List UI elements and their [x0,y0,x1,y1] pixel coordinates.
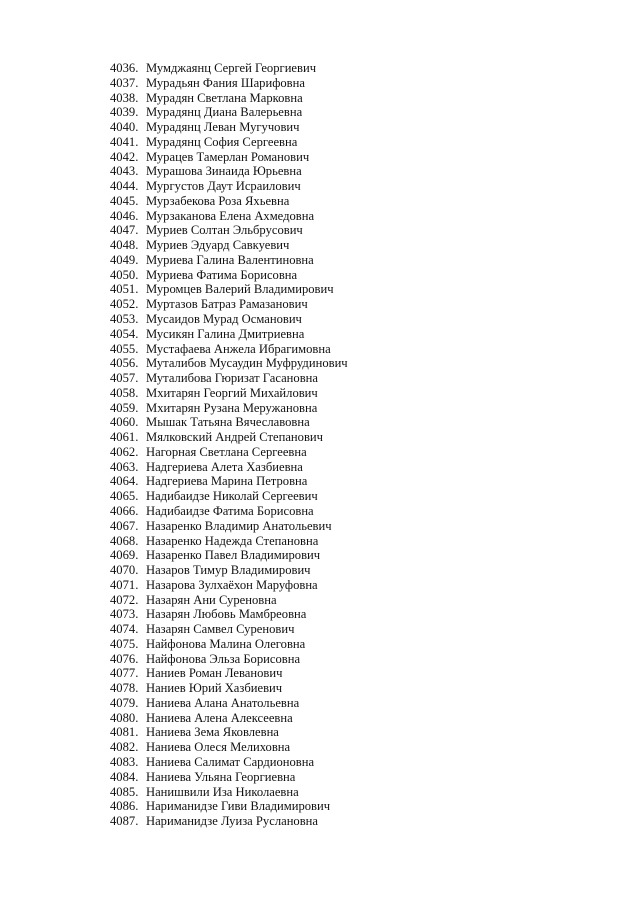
list-item [110,120,348,135]
list-item [110,725,348,740]
entry-full-name: Надибаидзе Фатима Борисовна [146,503,314,518]
entry-full-name: Надгериева Алета Хазбиевна [146,459,303,474]
entry-full-name: Наниева Алена Алексеевна [146,710,293,725]
list-item [110,297,348,312]
list-item [110,415,348,430]
entry-full-name: Нагорная Светлана Сергеевна [146,444,307,459]
entry-full-name: Найфонова Эльза Борисовна [146,651,301,666]
entry-number: 4042. [110,149,139,164]
list-item [110,253,348,268]
entry-full-name: Мустафаева Анжела Ибрагимовна [146,341,331,356]
list-item [110,209,348,224]
list-item [110,460,348,475]
list-item [110,356,348,371]
entry-number: 4064. [110,474,139,489]
entry-full-name: Назарян Самвел Суренович [146,622,295,637]
list-item [110,430,348,445]
entry-full-name: Мурадянц София Сергеевна [146,134,298,149]
entry-number: 4078. [110,681,139,696]
entry-number: 4063. [110,459,139,474]
list-item [110,91,348,106]
entry-number: 4059. [110,400,139,415]
entry-number: 4082. [110,740,139,755]
entry-full-name: Наниева Салимат Сардионовна [146,754,315,769]
list-item [110,489,348,504]
entry-number: 4074. [110,622,139,637]
list-item [110,61,348,76]
entry-number: 4083. [110,754,139,769]
list-item [110,342,348,357]
entry-number: 4066. [110,503,139,518]
entry-full-name: Мурадян Светлана Марковна [146,90,303,105]
entry-number: 4068. [110,533,139,548]
entry-full-name: Мурзаканова Елена Ахмедовна [146,208,315,223]
list-item [110,652,348,667]
entry-number: 4055. [110,341,139,356]
entry-full-name: Муталибова Гюризат Гасановна [146,371,318,386]
list-item [110,666,348,681]
list-item [110,238,348,253]
entry-full-name: Назаренко Надежда Степановна [146,533,319,548]
entry-full-name: Назарян Ани Суреновна [146,592,277,607]
list-item [110,519,348,534]
entry-number: 4048. [110,238,139,253]
entry-full-name: Мурашова Зинаида Юрьевна [146,164,302,179]
entry-full-name: Муриева Галина Валентиновна [146,252,314,267]
entry-full-name: Мусикян Галина Дмитриевна [146,326,305,341]
entry-full-name: Надибаидзе Николай Сергеевич [146,489,318,504]
entry-full-name: Мурацев Тамерлан Романович [146,149,310,164]
entry-number: 4058. [110,385,139,400]
entry-number: 4084. [110,769,139,784]
entry-number: 4049. [110,252,139,267]
list-item [110,371,348,386]
entry-full-name: Муртазов Батраз Рамазанович [146,297,308,312]
entry-full-name: Мумджаянц Сергей Георгиевич [146,61,317,75]
entry-number: 4070. [110,563,139,578]
list-item [110,474,348,489]
list-item [110,785,348,800]
entry-number: 4071. [110,577,139,592]
list-item [110,770,348,785]
entry-number: 4065. [110,489,139,504]
entry-number: 4047. [110,223,139,238]
entry-full-name: Мурадьян Фания Шарифовна [146,75,305,90]
list-item [110,150,348,165]
entry-full-name: Муриев Солтан Эльбрусович [146,223,303,238]
list-item [110,312,348,327]
entry-number: 4080. [110,710,139,725]
list-item [110,740,348,755]
entry-number: 4057. [110,371,139,386]
entry-number: 4087. [110,814,139,829]
entry-full-name: Мурзабекова Роза Яхьевна [146,193,290,208]
entry-full-name: Муталибов Мусаудин Муфрудинович [146,356,348,371]
entry-full-name: Мусаидов Мурад Османович [146,312,302,327]
list-item [110,755,348,770]
entry-full-name: Назаренко Владимир Анатольевич [146,518,332,533]
list-item [110,76,348,91]
list-item [110,282,348,297]
entry-number: 4045. [110,193,139,208]
list-item [110,607,348,622]
entry-number: 4060. [110,415,139,430]
entry-full-name: Назаров Тимур Владимирович [146,563,311,578]
entry-number: 4051. [110,282,139,297]
list-item [110,179,348,194]
entry-number: 4076. [110,651,139,666]
list-item [110,164,348,179]
entry-number: 4041. [110,134,139,149]
entry-full-name: Мышак Татьяна Вячеславовна [146,415,310,430]
entry-number: 4079. [110,695,139,710]
entry-number: 4043. [110,164,139,179]
entry-full-name: Муриев Эдуард Савкуевич [146,238,290,253]
entry-number: 4067. [110,518,139,533]
entry-number: 4075. [110,636,139,651]
entry-number: 4073. [110,607,139,622]
entry-number: 4037. [110,75,139,90]
entry-full-name: Муромцев Валерий Владимирович [146,282,334,297]
list-item [110,622,348,637]
entry-number: 4061. [110,430,139,445]
list-item [110,681,348,696]
entry-full-name: Наниева Ульяна Георгиевна [146,769,296,784]
list-item [110,578,348,593]
entry-full-name: Наниев Роман Леванович [146,666,283,681]
entry-full-name: Нариманидзе Гиви Владимирович [146,799,331,814]
entry-number: 4054. [110,326,139,341]
entry-number: 4052. [110,297,139,312]
entry-number: 4036. [110,61,139,75]
list-item [110,711,348,726]
entry-full-name: Мялковский Андрей Степанович [146,430,323,445]
entry-full-name: Назаренко Павел Владимирович [146,548,321,563]
list-item [110,593,348,608]
entry-full-name: Найфонова Малина Олеговна [146,636,306,651]
list-item [110,445,348,460]
entry-full-name: Мурадянц Диана Валерьевна [146,105,303,120]
list-item [110,799,348,814]
entry-full-name: Мхитарян Георгий Михайлович [146,385,318,400]
entry-number: 4081. [110,725,139,740]
list-item [110,268,348,283]
entry-full-name: Наниева Зема Яковлевна [146,725,279,740]
list-item [110,105,348,120]
entry-number: 4069. [110,548,139,563]
entry-number: 4062. [110,444,139,459]
entry-number: 4086. [110,799,139,814]
list-item [110,194,348,209]
list-item [110,223,348,238]
entry-full-name: Надгериева Марина Петровна [146,474,308,489]
entry-number: 4085. [110,784,139,799]
list-item [110,534,348,549]
list-item [110,637,348,652]
name-list [110,61,348,829]
entry-number: 4053. [110,312,139,327]
entry-number: 4046. [110,208,139,223]
entry-number: 4072. [110,592,139,607]
entry-number: 4039. [110,105,139,120]
entry-number: 4044. [110,179,139,194]
entry-full-name: Назарян Любовь Мамбреовна [146,607,307,622]
entry-full-name: Муриева Фатима Борисовна [146,267,298,282]
entry-number: 4038. [110,90,139,105]
entry-full-name: Мургустов Даут Исраилович [146,179,301,194]
list-item [110,135,348,150]
list-item [110,386,348,401]
entry-full-name: Назарова Зулхаёхон Маруфовна [146,577,318,592]
entry-full-name: Нариманидзе Луиза Руслановна [146,814,319,829]
list-item [110,401,348,416]
entry-full-name: Наниев Юрий Хазбиевич [146,681,283,696]
entry-number: 4056. [110,356,139,371]
list-item [110,814,348,829]
entry-full-name: Мхитарян Рузана Меружановна [146,400,318,415]
list-item [110,548,348,563]
entry-full-name: Наниева Алана Анатольевна [146,695,300,710]
entry-full-name: Наниева Олеся Мелиховна [146,740,291,755]
entry-number: 4050. [110,267,139,282]
entry-number: 4040. [110,120,139,135]
entry-full-name: Мурадянц Леван Мугучович [146,120,300,135]
list-item [110,327,348,342]
entry-full-name: Нанишвили Иза Николаевна [146,784,299,799]
list-item [110,504,348,519]
list-item [110,563,348,578]
entry-number: 4077. [110,666,139,681]
list-item [110,696,348,711]
